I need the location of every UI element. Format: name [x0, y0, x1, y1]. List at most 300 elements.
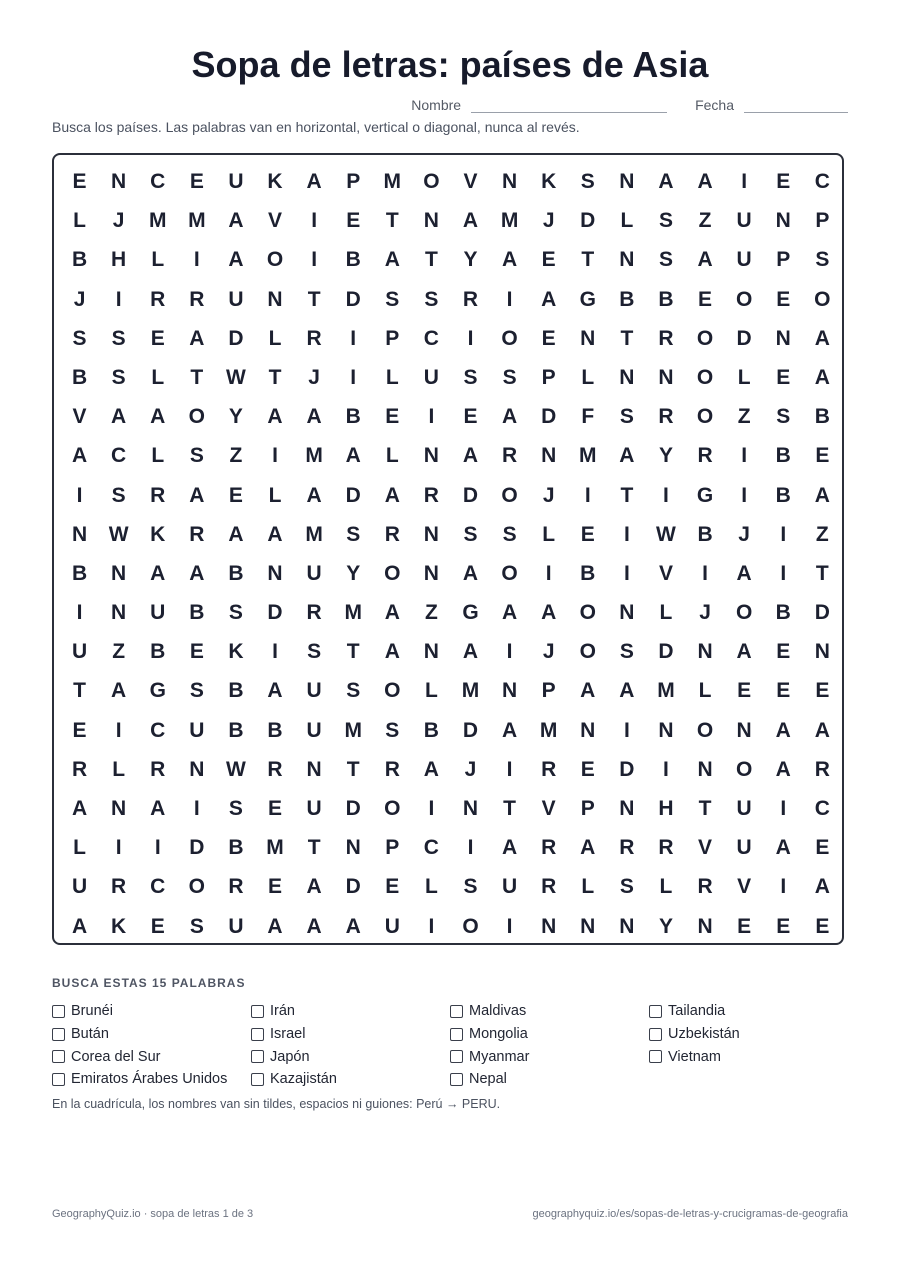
- grid-cell[interactable]: S: [502, 522, 517, 546]
- grid-cell[interactable]: L: [385, 444, 399, 468]
- grid-cell[interactable]: I: [311, 248, 318, 272]
- grid-cell[interactable]: I: [702, 561, 708, 585]
- grid-cell[interactable]: B: [423, 718, 439, 742]
- grid-cell[interactable]: A: [384, 640, 400, 664]
- grid-cell[interactable]: I: [506, 914, 513, 938]
- grid-cell[interactable]: I: [741, 444, 748, 468]
- grid-cell[interactable]: N: [697, 640, 713, 664]
- grid-cell[interactable]: V: [737, 875, 752, 899]
- grid-cell[interactable]: A: [345, 444, 361, 468]
- grid-cell[interactable]: P: [541, 679, 556, 703]
- grid-cell[interactable]: I: [584, 483, 591, 507]
- grid-cell[interactable]: N: [697, 914, 713, 938]
- grid-cell[interactable]: E: [580, 522, 595, 546]
- grid-cell[interactable]: T: [815, 561, 829, 585]
- grid-cell[interactable]: A: [775, 718, 791, 742]
- grid-cell[interactable]: S: [580, 170, 595, 193]
- grid-cell[interactable]: A: [189, 326, 205, 350]
- grid-cell[interactable]: Z: [112, 640, 126, 664]
- grid-cell[interactable]: A: [580, 679, 596, 703]
- grid-cell[interactable]: V: [658, 561, 673, 585]
- grid-cell[interactable]: S: [111, 483, 126, 507]
- grid-cell[interactable]: L: [73, 209, 86, 233]
- grid-cell[interactable]: B: [71, 248, 88, 272]
- grid-cell[interactable]: A: [423, 757, 439, 781]
- grid-cell[interactable]: E: [268, 875, 283, 899]
- date-field[interactable]: [744, 96, 848, 113]
- grid-cell[interactable]: N: [619, 248, 635, 272]
- grid-cell[interactable]: P: [346, 170, 361, 193]
- grid-cell[interactable]: A: [501, 405, 518, 429]
- grid-cell[interactable]: I: [193, 248, 200, 272]
- grid-cell[interactable]: G: [579, 287, 596, 311]
- checkbox[interactable]: [649, 1005, 662, 1018]
- grid-cell[interactable]: E: [776, 914, 791, 938]
- grid-cell[interactable]: A: [345, 914, 361, 938]
- grid-cell[interactable]: N: [423, 522, 439, 546]
- grid-cell[interactable]: D: [345, 875, 361, 899]
- grid-cell[interactable]: S: [228, 601, 243, 625]
- grid-cell[interactable]: N: [541, 914, 557, 938]
- grid-cell[interactable]: I: [780, 875, 787, 899]
- grid-cell[interactable]: G: [462, 601, 479, 625]
- grid-cell[interactable]: A: [501, 601, 518, 625]
- grid-cell[interactable]: M: [461, 679, 480, 703]
- grid-cell[interactable]: L: [112, 757, 126, 781]
- grid-cell[interactable]: L: [620, 209, 634, 233]
- grid-cell[interactable]: S: [228, 797, 243, 820]
- grid-cell[interactable]: L: [698, 679, 712, 703]
- grid-cell[interactable]: J: [542, 209, 555, 233]
- grid-cell[interactable]: N: [619, 914, 635, 938]
- checkbox[interactable]: [251, 1005, 264, 1018]
- grid-cell[interactable]: D: [228, 326, 244, 350]
- grid-cell[interactable]: R: [306, 326, 322, 350]
- grid-cell[interactable]: N: [814, 640, 830, 664]
- grid-cell[interactable]: S: [72, 326, 87, 350]
- grid-cell[interactable]: S: [815, 248, 830, 272]
- grid-cell[interactable]: C: [150, 170, 166, 193]
- grid-cell[interactable]: I: [741, 483, 748, 507]
- grid-cell[interactable]: O: [423, 170, 440, 193]
- grid-cell[interactable]: T: [346, 757, 360, 781]
- grid-cell[interactable]: R: [150, 483, 166, 507]
- grid-cell[interactable]: H: [658, 797, 674, 820]
- grid-cell[interactable]: N: [462, 797, 479, 820]
- grid-cell[interactable]: S: [658, 209, 673, 233]
- grid-cell[interactable]: U: [306, 679, 322, 703]
- grid-cell[interactable]: J: [112, 209, 125, 233]
- grid-cell[interactable]: O: [579, 640, 596, 664]
- grid-cell[interactable]: R: [658, 326, 674, 350]
- grid-cell[interactable]: B: [345, 248, 361, 272]
- grid-cell[interactable]: N: [697, 757, 713, 781]
- grid-cell[interactable]: I: [623, 561, 630, 585]
- grid-cell[interactable]: N: [736, 718, 752, 742]
- grid-cell[interactable]: E: [580, 757, 595, 781]
- grid-cell[interactable]: O: [579, 601, 596, 625]
- grid-cell[interactable]: C: [150, 875, 166, 899]
- checkbox[interactable]: [450, 1028, 463, 1041]
- grid-cell[interactable]: I: [780, 522, 787, 546]
- grid-cell[interactable]: B: [228, 836, 244, 860]
- grid-cell[interactable]: P: [815, 209, 830, 233]
- grid-cell[interactable]: I: [467, 836, 474, 860]
- grid-cell[interactable]: N: [423, 561, 439, 585]
- grid-cell[interactable]: D: [345, 287, 361, 311]
- grid-cell[interactable]: S: [463, 522, 478, 546]
- grid-cell[interactable]: B: [228, 718, 244, 742]
- grid-cell[interactable]: A: [150, 561, 166, 585]
- grid-cell[interactable]: O: [266, 248, 284, 272]
- letter-grid[interactable]: [52, 153, 844, 945]
- grid-cell[interactable]: Y: [658, 444, 673, 468]
- grid-cell[interactable]: S: [619, 405, 634, 429]
- checkbox[interactable]: [52, 1005, 65, 1018]
- grid-cell[interactable]: K: [541, 170, 557, 193]
- grid-cell[interactable]: O: [501, 561, 518, 585]
- grid-cell[interactable]: C: [150, 718, 166, 742]
- grid-cell[interactable]: C: [111, 444, 127, 468]
- grid-cell[interactable]: C: [423, 836, 439, 860]
- grid-cell[interactable]: A: [814, 483, 830, 507]
- grid-cell[interactable]: R: [658, 405, 674, 429]
- grid-cell[interactable]: J: [308, 365, 320, 389]
- grid-cell[interactable]: I: [115, 718, 122, 742]
- grid-cell[interactable]: I: [506, 287, 513, 311]
- grid-cell[interactable]: K: [150, 522, 166, 546]
- grid-cell[interactable]: N: [619, 601, 635, 625]
- grid-cell[interactable]: S: [424, 287, 439, 311]
- grid-cell[interactable]: U: [736, 836, 752, 860]
- grid-cell[interactable]: R: [150, 757, 166, 781]
- grid-cell[interactable]: E: [72, 170, 87, 193]
- grid-cell[interactable]: I: [623, 718, 630, 742]
- grid-cell[interactable]: A: [697, 170, 713, 193]
- grid-cell[interactable]: A: [775, 757, 791, 781]
- grid-cell[interactable]: Y: [228, 405, 243, 429]
- grid-cell[interactable]: O: [696, 718, 714, 742]
- grid-cell[interactable]: N: [71, 522, 88, 546]
- grid-cell[interactable]: E: [776, 287, 791, 311]
- grid-cell[interactable]: N: [267, 561, 283, 585]
- grid-cell[interactable]: R: [541, 875, 557, 899]
- grid-cell[interactable]: B: [658, 287, 674, 311]
- grid-cell[interactable]: B: [775, 483, 791, 507]
- grid-cell[interactable]: O: [384, 679, 401, 703]
- grid-cell[interactable]: M: [148, 209, 167, 233]
- grid-cell[interactable]: L: [151, 248, 165, 272]
- grid-cell[interactable]: B: [267, 718, 283, 742]
- grid-cell[interactable]: O: [384, 561, 401, 585]
- grid-cell[interactable]: N: [658, 718, 674, 742]
- grid-cell[interactable]: D: [267, 601, 283, 625]
- grid-cell[interactable]: E: [776, 170, 791, 193]
- grid-cell[interactable]: E: [815, 444, 830, 468]
- grid-cell[interactable]: B: [775, 601, 791, 625]
- grid-cell[interactable]: E: [150, 914, 165, 938]
- grid-cell[interactable]: N: [306, 757, 322, 781]
- grid-cell[interactable]: R: [658, 836, 674, 860]
- grid-cell[interactable]: D: [814, 601, 830, 625]
- grid-cell[interactable]: J: [73, 287, 86, 311]
- grid-cell[interactable]: L: [424, 875, 438, 899]
- grid-cell[interactable]: R: [267, 757, 283, 781]
- grid-cell[interactable]: L: [151, 365, 165, 389]
- grid-cell[interactable]: A: [462, 640, 479, 664]
- grid-cell[interactable]: S: [619, 875, 634, 899]
- grid-cell[interactable]: A: [580, 836, 596, 860]
- grid-cell[interactable]: U: [306, 561, 322, 585]
- grid-cell[interactable]: M: [344, 601, 362, 625]
- grid-cell[interactable]: A: [814, 365, 830, 389]
- grid-cell[interactable]: M: [344, 718, 362, 742]
- grid-cell[interactable]: E: [189, 170, 204, 193]
- grid-cell[interactable]: I: [154, 836, 161, 860]
- grid-cell[interactable]: M: [305, 522, 323, 546]
- grid-cell[interactable]: R: [501, 444, 518, 468]
- grid-cell[interactable]: R: [306, 601, 322, 625]
- grid-cell[interactable]: R: [189, 522, 205, 546]
- grid-cell[interactable]: N: [267, 287, 283, 311]
- checkbox[interactable]: [649, 1028, 662, 1041]
- grid-cell[interactable]: R: [619, 836, 635, 860]
- grid-cell[interactable]: V: [463, 170, 478, 193]
- grid-cell[interactable]: D: [462, 718, 479, 742]
- grid-cell[interactable]: N: [423, 209, 439, 233]
- grid-cell[interactable]: T: [307, 287, 321, 311]
- grid-cell[interactable]: N: [775, 209, 791, 233]
- grid-cell[interactable]: L: [385, 365, 399, 389]
- grid-cell[interactable]: N: [775, 326, 791, 350]
- grid-cell[interactable]: V: [541, 797, 556, 820]
- grid-cell[interactable]: I: [115, 836, 122, 860]
- grid-cell[interactable]: J: [738, 522, 750, 546]
- grid-cell[interactable]: B: [71, 561, 88, 585]
- grid-cell[interactable]: L: [268, 483, 282, 507]
- grid-cell[interactable]: Y: [463, 248, 478, 272]
- grid-cell[interactable]: E: [815, 679, 830, 703]
- grid-cell[interactable]: I: [467, 326, 474, 350]
- grid-cell[interactable]: S: [189, 444, 204, 468]
- grid-cell[interactable]: N: [541, 444, 557, 468]
- grid-cell[interactable]: S: [658, 248, 673, 272]
- grid-cell[interactable]: P: [580, 797, 595, 820]
- grid-cell[interactable]: U: [189, 718, 205, 742]
- grid-cell[interactable]: I: [115, 287, 122, 311]
- grid-cell[interactable]: A: [814, 875, 830, 899]
- grid-cell[interactable]: N: [619, 170, 635, 193]
- grid-cell[interactable]: I: [780, 561, 787, 585]
- grid-cell[interactable]: I: [506, 757, 513, 781]
- grid-cell[interactable]: R: [71, 757, 88, 781]
- grid-cell[interactable]: O: [735, 287, 753, 311]
- grid-cell[interactable]: P: [776, 248, 791, 272]
- grid-cell[interactable]: E: [385, 405, 400, 429]
- grid-cell[interactable]: R: [150, 287, 166, 311]
- grid-cell[interactable]: A: [814, 718, 830, 742]
- grid-cell[interactable]: O: [188, 405, 205, 429]
- grid-cell[interactable]: L: [659, 875, 673, 899]
- grid-cell[interactable]: U: [736, 248, 752, 272]
- checkbox[interactable]: [450, 1073, 463, 1086]
- grid-cell[interactable]: M: [188, 209, 206, 233]
- grid-cell[interactable]: T: [424, 248, 438, 272]
- grid-cell[interactable]: E: [346, 209, 361, 233]
- grid-cell[interactable]: L: [424, 679, 438, 703]
- grid-cell[interactable]: U: [150, 601, 166, 625]
- grid-cell[interactable]: R: [189, 287, 205, 311]
- grid-cell[interactable]: H: [111, 248, 127, 272]
- grid-cell[interactable]: B: [150, 640, 166, 664]
- grid-cell[interactable]: I: [76, 601, 83, 625]
- grid-cell[interactable]: A: [71, 914, 88, 938]
- grid-cell[interactable]: I: [193, 797, 200, 820]
- grid-cell[interactable]: A: [462, 209, 479, 233]
- grid-cell[interactable]: K: [228, 640, 244, 664]
- grid-cell[interactable]: J: [542, 483, 555, 507]
- grid-cell[interactable]: R: [111, 875, 127, 899]
- grid-cell[interactable]: T: [581, 248, 595, 272]
- grid-cell[interactable]: U: [501, 875, 518, 899]
- grid-cell[interactable]: M: [539, 718, 558, 742]
- grid-cell[interactable]: O: [188, 875, 205, 899]
- grid-cell[interactable]: O: [814, 287, 831, 311]
- grid-cell[interactable]: A: [462, 444, 479, 468]
- grid-cell[interactable]: T: [620, 483, 634, 507]
- grid-cell[interactable]: N: [501, 679, 518, 703]
- grid-cell[interactable]: T: [698, 797, 712, 820]
- grid-cell[interactable]: L: [73, 836, 86, 860]
- grid-cell[interactable]: L: [151, 444, 165, 468]
- grid-cell[interactable]: E: [815, 836, 830, 860]
- grid-cell[interactable]: E: [776, 679, 791, 703]
- grid-cell[interactable]: Y: [658, 914, 673, 938]
- grid-cell[interactable]: G: [696, 483, 714, 507]
- grid-cell[interactable]: S: [111, 326, 126, 350]
- grid-cell[interactable]: L: [581, 875, 595, 899]
- grid-cell[interactable]: A: [267, 914, 283, 938]
- name-field[interactable]: [471, 96, 667, 113]
- grid-cell[interactable]: N: [580, 326, 596, 350]
- grid-cell[interactable]: A: [658, 170, 674, 193]
- grid-cell[interactable]: S: [385, 718, 400, 742]
- grid-cell[interactable]: U: [71, 875, 88, 899]
- grid-cell[interactable]: W: [656, 522, 676, 546]
- grid-cell[interactable]: P: [385, 326, 400, 350]
- grid-cell[interactable]: A: [71, 444, 88, 468]
- grid-cell[interactable]: N: [423, 640, 439, 664]
- grid-cell[interactable]: E: [72, 718, 87, 742]
- grid-cell[interactable]: R: [541, 836, 557, 860]
- grid-cell[interactable]: S: [776, 405, 791, 429]
- grid-cell[interactable]: E: [541, 326, 556, 350]
- checkbox[interactable]: [52, 1050, 65, 1063]
- grid-cell[interactable]: B: [71, 365, 88, 389]
- grid-cell[interactable]: A: [384, 483, 400, 507]
- grid-cell[interactable]: I: [545, 561, 552, 585]
- grid-cell[interactable]: R: [462, 287, 479, 311]
- grid-cell[interactable]: A: [150, 405, 166, 429]
- grid-cell[interactable]: S: [463, 365, 478, 389]
- grid-cell[interactable]: A: [306, 914, 322, 938]
- grid-cell[interactable]: C: [814, 797, 830, 820]
- grid-cell[interactable]: N: [423, 444, 439, 468]
- grid-cell[interactable]: L: [737, 365, 751, 389]
- grid-cell[interactable]: Z: [424, 601, 438, 625]
- grid-cell[interactable]: J: [464, 757, 477, 781]
- checkbox[interactable]: [251, 1028, 264, 1041]
- grid-cell[interactable]: S: [619, 640, 634, 664]
- grid-cell[interactable]: A: [306, 875, 322, 899]
- grid-cell[interactable]: A: [619, 679, 635, 703]
- grid-cell[interactable]: A: [697, 248, 713, 272]
- grid-cell[interactable]: R: [384, 757, 400, 781]
- grid-cell[interactable]: E: [737, 679, 752, 703]
- grid-cell[interactable]: D: [345, 483, 361, 507]
- grid-cell[interactable]: I: [663, 757, 669, 781]
- grid-cell[interactable]: O: [696, 365, 714, 389]
- grid-cell[interactable]: A: [541, 287, 557, 311]
- grid-cell[interactable]: A: [501, 718, 518, 742]
- grid-cell[interactable]: A: [814, 326, 830, 350]
- grid-cell[interactable]: A: [306, 405, 322, 429]
- grid-cell[interactable]: G: [149, 679, 166, 703]
- grid-cell[interactable]: O: [696, 405, 714, 429]
- grid-cell[interactable]: W: [226, 757, 246, 781]
- grid-cell[interactable]: A: [775, 836, 791, 860]
- grid-cell[interactable]: M: [305, 444, 323, 468]
- grid-cell[interactable]: T: [620, 326, 634, 350]
- grid-cell[interactable]: I: [663, 483, 669, 507]
- grid-cell[interactable]: E: [228, 483, 243, 507]
- grid-cell[interactable]: V: [268, 209, 283, 233]
- grid-cell[interactable]: E: [189, 640, 204, 664]
- grid-cell[interactable]: U: [228, 170, 244, 193]
- grid-cell[interactable]: A: [736, 640, 752, 664]
- checkbox[interactable]: [52, 1073, 65, 1086]
- grid-cell[interactable]: K: [267, 170, 283, 193]
- grid-cell[interactable]: D: [619, 757, 635, 781]
- grid-cell[interactable]: A: [111, 679, 127, 703]
- grid-cell[interactable]: E: [776, 365, 791, 389]
- grid-cell[interactable]: E: [815, 914, 830, 938]
- grid-cell[interactable]: A: [384, 248, 400, 272]
- grid-cell[interactable]: M: [266, 836, 284, 860]
- grid-cell[interactable]: Z: [698, 209, 712, 233]
- grid-cell[interactable]: B: [697, 522, 713, 546]
- grid-cell[interactable]: O: [501, 483, 518, 507]
- grid-cell[interactable]: B: [580, 561, 596, 585]
- grid-cell[interactable]: I: [350, 326, 357, 350]
- grid-cell[interactable]: B: [814, 405, 830, 429]
- grid-cell[interactable]: B: [228, 679, 244, 703]
- grid-cell[interactable]: T: [385, 209, 399, 233]
- grid-cell[interactable]: O: [735, 757, 753, 781]
- grid-cell[interactable]: R: [228, 875, 244, 899]
- grid-cell[interactable]: R: [423, 483, 439, 507]
- grid-cell[interactable]: T: [73, 679, 86, 703]
- grid-cell[interactable]: I: [623, 522, 630, 546]
- grid-cell[interactable]: I: [76, 483, 83, 507]
- grid-cell[interactable]: N: [111, 170, 127, 193]
- grid-cell[interactable]: D: [189, 836, 205, 860]
- grid-cell[interactable]: N: [111, 601, 127, 625]
- grid-cell[interactable]: K: [111, 914, 127, 938]
- grid-cell[interactable]: R: [541, 757, 557, 781]
- grid-cell[interactable]: A: [267, 679, 283, 703]
- grid-cell[interactable]: I: [741, 170, 748, 193]
